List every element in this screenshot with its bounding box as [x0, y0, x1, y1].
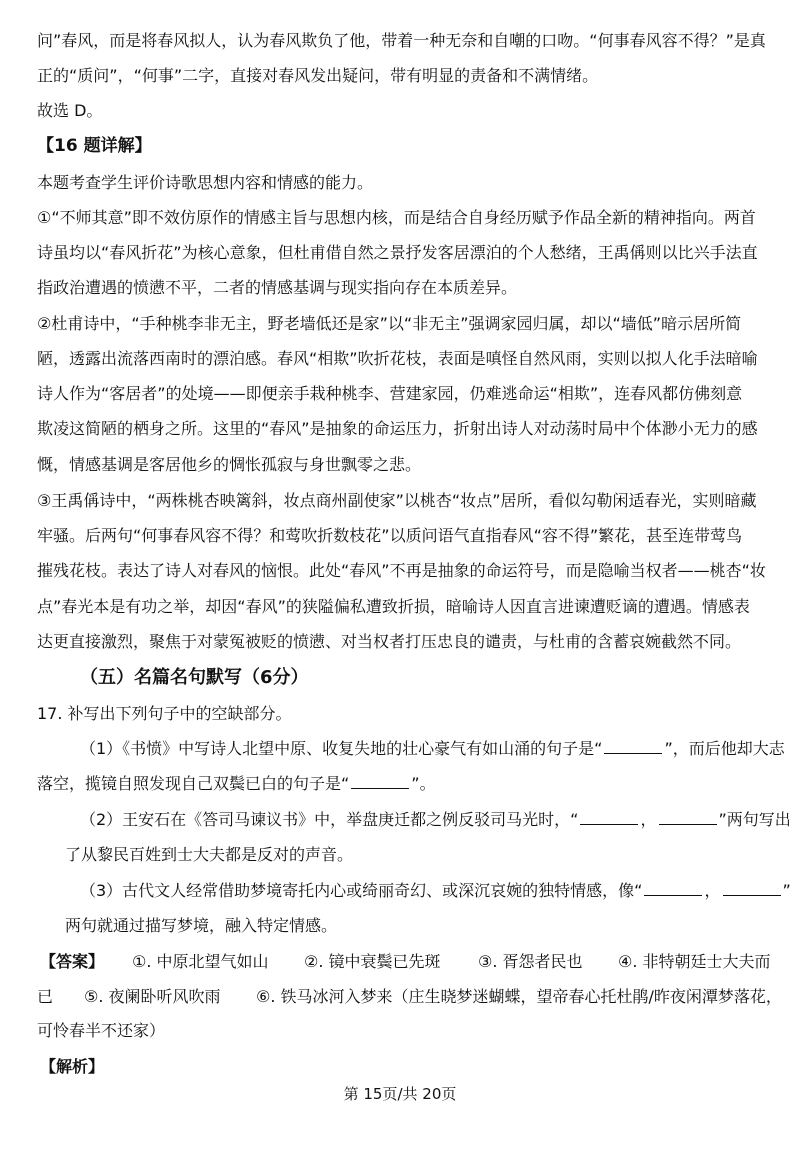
q16-p3-line: 达更直接激烈，聚焦于对蒙冤被贬的愤懑、对当权者打压忠良的谴责，与杜甫的含蓄哀婉截然不同。 [37, 632, 742, 651]
q17-stem: 17. 补写出下列句子中的空缺部分。 [37, 704, 292, 723]
q16-heading: 【16 题详解】 [37, 136, 152, 156]
q16-p2-line: 诗人作为“客居者”的处境——即便亲手栽种桃李、营建家园，仍难逃命运“相欺”，连春风都仿佛刻意 [37, 384, 743, 403]
answer-item: ①. 中原北望气如山 [132, 952, 269, 971]
answer-blank [659, 810, 717, 825]
answer-item: 已 [37, 987, 54, 1006]
analysis-line: 故选 D。 [37, 101, 103, 120]
page-number: 第 15页/共 20页 [343, 1085, 457, 1103]
answer-blank [723, 881, 781, 896]
q16-intro: 本题考查学生评价诗歌思想内容和情感的能力。 [37, 173, 374, 192]
q16-p1-line: ①“不师其意”即不效仿原作的情感主旨与思想内核，而是结合自身经历赋予作品全新的精神指向。两首 [37, 208, 756, 227]
q16-p2-line: ②杜甫诗中，“手种桃李非无主，野老墙低还是家”以“非无主”强调家园归属，却以“墙低”暗示居所简 [37, 314, 742, 333]
answer-blank [351, 774, 409, 789]
answer-item: ⑤. 夜阑卧听风吹雨 [84, 987, 221, 1006]
analysis-label: 【解析】 [40, 1057, 105, 1076]
answer-blank [604, 739, 662, 754]
q16-p3-line: 摧残花枝。表达了诗人对春风的恼恨。此处“春风”不再是抽象的命运符号，而是隐喻当权者——桃杏“妆 [37, 561, 766, 580]
q16-p3-line: 牢骚。后两句“何事春风容不得？和莺吹折数枝花”以质问语气直指春风“容不得”繁花，甚至连带莺鸟 [37, 526, 743, 545]
q16-p3-line: ③王禹偁诗中，“两株桃杏映篱斜，妆点商州副使家”以桃杏“妆点”居所，看似勾勒闲适春光，实则暗藏 [37, 491, 757, 510]
analysis-line: 问”春风，而是将春风拟人，认为春风欺负了他，带着一种无奈和自嘲的口吻。“何事春风容不得？”是真 [37, 31, 766, 50]
q16-p1-line: 指政治遭遇的愤懑不平，二者的情感基调与现实指向存在本质差异。 [37, 278, 518, 297]
q16-p2-line: 慨，情感基调是客居他乡的惆怅孤寂与身世飘零之悲。 [37, 455, 422, 474]
q17-s2-line: 了从黎民百姓到士大夫都是反对的声音。 [65, 845, 354, 864]
q17-s3-line: 两句就通过描写梦境，融入特定情感。 [65, 916, 338, 935]
answer-item: ⑥. 铁马冰河入梦来（庄生晓梦迷蝴蝶，望帝春心托杜鹃/昨夜闲潭梦落花， [256, 987, 782, 1006]
answer-blank [580, 810, 638, 825]
answer-item: 可怜春半不还家） [37, 1021, 166, 1040]
q17-s1-line: （1）《书愤》中写诗人北望中原、收复失地的壮心豪气有如山涌的句子是“ ”，而后他却大志 [80, 739, 785, 758]
answer-item: ③. 胥怨者民也 [478, 952, 583, 971]
q16-p2-line: 欺凌这简陋的栖身之所。这里的“春风”是抽象的命运压力，折射出诗人对动荡时局中个体渺小无力的感 [37, 419, 758, 438]
answer-label: 【答案】 [40, 952, 105, 971]
q17-s2-line: （2）王安石在《答司马谏议书》中，举盘庚迁都之例反驳司马光时，“ ， ”两句写出 [80, 810, 791, 829]
section-title: （五）名篇名句默写（6分） [80, 667, 309, 688]
q17-s3-line: （3）古代文人经常借助梦境寄托内心或绮丽奇幻、或深沉哀婉的独特情感，像“ ， ” [80, 881, 791, 900]
q17-s1-line: 落空，揽镜自照发现自己双鬓已白的句子是“ ”。 [37, 774, 436, 793]
q16-p3-line: 点”春光本是有功之举，却因“春风”的狭隘偏私遭致折损，暗喻诗人因直言进谏遭贬谪的遭遇。情感表 [37, 597, 750, 616]
q16-p2-line: 陋，透露出流落西南时的漂泊感。春风“相欺”吹折花枝，表面是嗔怪自然风雨，实则以拟人化手法暗喻 [37, 349, 758, 368]
q16-p1-line: 诗虽均以“春风折花”为核心意象，但杜甫借自然之景抒发客居漂泊的个人愁绪，王禹偁则以比兴手法直 [37, 243, 758, 262]
answer-blank [644, 881, 702, 896]
answer-item: ④. 非特朝廷士大夫而 [618, 952, 771, 971]
analysis-line: 正的“质问”，“何事”二字，直接对春风发出疑问，带有明显的责备和不满情绪。 [37, 66, 599, 85]
answer-item: ②. 镜中衰鬓已先斑 [304, 952, 441, 971]
